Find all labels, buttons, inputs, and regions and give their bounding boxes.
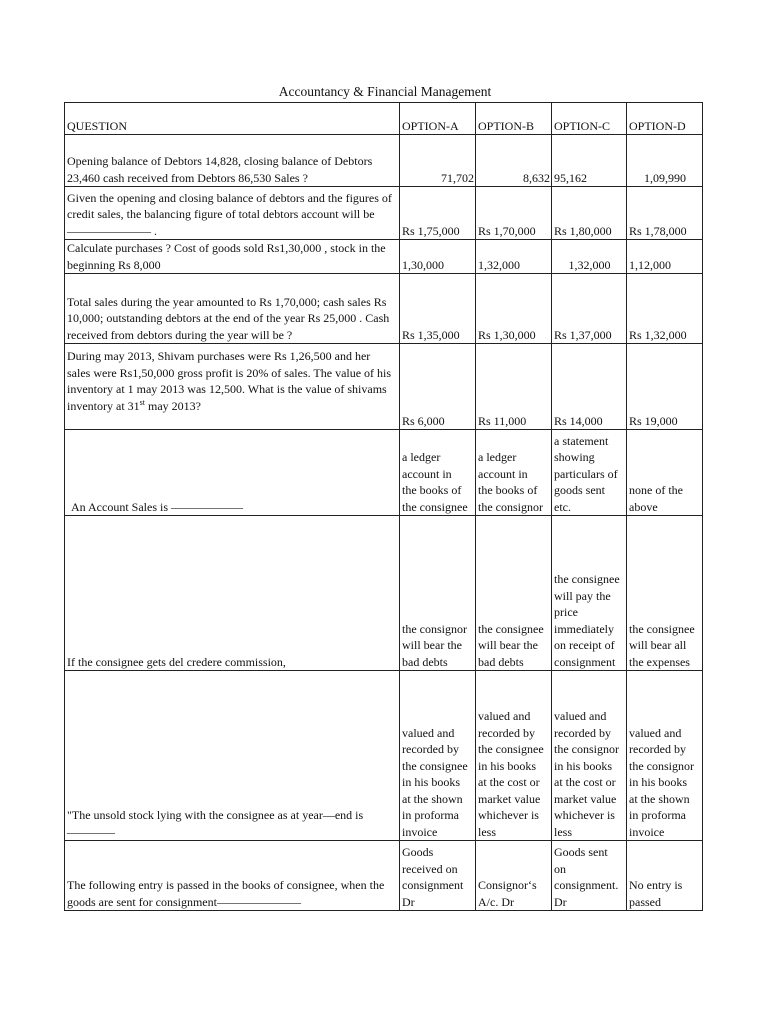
table-row [65,430,703,516]
option-a-header: OPTION-A [400,103,476,135]
question-header: QUESTION [65,103,400,135]
option-d-cell: valued and recorded by the consignor in his books at the shown in proforma invoice [627,671,703,841]
table-row [65,516,703,671]
option-d-header: OPTION-D [627,103,703,135]
question-cell: The following entry is passed in the books of consignee, when the goods are sent for consignment——————— [65,841,400,911]
option-d-cell: 1,12,000 [627,240,703,274]
page-title: Accountancy & Financial Management [278,84,492,99]
question-cell [65,344,400,430]
table-row [65,135,703,187]
ordinal-suffix: st [139,397,145,407]
option-a-cell: Rs 1,35,000 [400,274,476,344]
option-a-cell: 1,30,000 [400,240,476,274]
option-a-cell: Rs 6,000 [400,344,476,430]
option-a-cell: a ledger account in the books of the consignee [400,430,476,516]
option-d-cell: Rs 19,000 [627,344,703,430]
table-row [65,187,703,240]
option-c-cell: Rs 1,80,000 [552,187,627,240]
question-cell: Given the opening and closing balance of debtors and the figures of credit sales, the balancing figure of total debtors account will be ——————— . [65,187,400,240]
option-c-cell: 95,162 [552,135,627,187]
option-b-cell: Rs 1,70,000 [476,187,552,240]
question-cell: Calculate purchases ? Cost of goods sold Rs1,30,000 , stock in the beginning Rs 8,000 [65,240,400,274]
table-row [65,274,703,344]
header-row [65,103,703,135]
option-a-cell: Goods received on consignment Dr [400,841,476,911]
option-d-cell: Rs 1,78,000 [627,187,703,240]
option-d-cell: Rs 1,32,000 [627,274,703,344]
option-d-cell: none of the above [627,430,703,516]
table-row [65,841,703,911]
option-c-cell: Rs 14,000 [552,344,627,430]
option-c-cell: 1,32,000 [552,240,627,274]
question-text: During may 2013, Shivam purchases were Rs 1,26,500 and her sales were Rs1,50,000 gross profit is 20% of sales. The value of his inventory at 1 may 2013 was 12,500. What is the value of shivams inventory at 31 [67,349,392,413]
option-b-cell: a ledger account in the books of the consignor [476,430,552,516]
option-c-cell: Goods sent on consignment. Dr [552,841,627,911]
question-cell: An Account Sales is —————— [65,430,400,516]
option-a-cell: Rs 1,75,000 [400,187,476,240]
option-c-cell: valued and recorded by the consignor in his books at the cost or market value whichever is less [552,671,627,841]
option-d-cell: 1,09,990 [627,135,703,187]
table-row [65,344,703,430]
option-a-cell: 71,702 [400,135,476,187]
option-b-cell: 1,32,000 [476,240,552,274]
option-a-cell: valued and recorded by the consignee in his books at the shown in proforma invoice [400,671,476,841]
question-table [64,102,703,911]
option-d-cell: No entry is passed [627,841,703,911]
option-c-cell: Rs 1,37,000 [552,274,627,344]
option-b-cell: 8,632 [476,135,552,187]
option-b-cell: the consignee will bear the bad debts [476,516,552,671]
option-b-cell: Consignor‘s A/c. Dr [476,841,552,911]
option-c-header: OPTION-C [552,103,627,135]
question-cell: Opening balance of Debtors 14,828, closing balance of Debtors 23,460 cash received from Debtors 86,530 Sales ? [65,135,400,187]
option-c-cell: a statement showing particulars of goods sent etc. [552,430,627,516]
table-row [65,671,703,841]
option-b-header: OPTION-B [476,103,552,135]
option-b-cell: Rs 11,000 [476,344,552,430]
option-a-cell: the consignor will bear the bad debts [400,516,476,671]
option-d-cell: the consignee will bear all the expenses [627,516,703,671]
option-b-cell: valued and recorded by the consignee in his books at the cost or market value whichever is less [476,671,552,841]
table-row [65,240,703,274]
question-text-end: may 2013? [145,398,201,413]
option-c-cell: the consignee will pay the price immediately on receipt of consignment [552,516,627,671]
question-cell: Total sales during the year amounted to Rs 1,70,000; cash sales Rs 10,000; outstanding debtors at the end of the year Rs 25,000 . Cash received from debtors during the year will be ? [65,274,400,344]
question-cell: If the consignee gets del credere commission, [65,516,400,671]
question-cell: "The unsold stock lying with the consignee as at year—end is———— [65,671,400,841]
option-b-cell: Rs 1,30,000 [476,274,552,344]
